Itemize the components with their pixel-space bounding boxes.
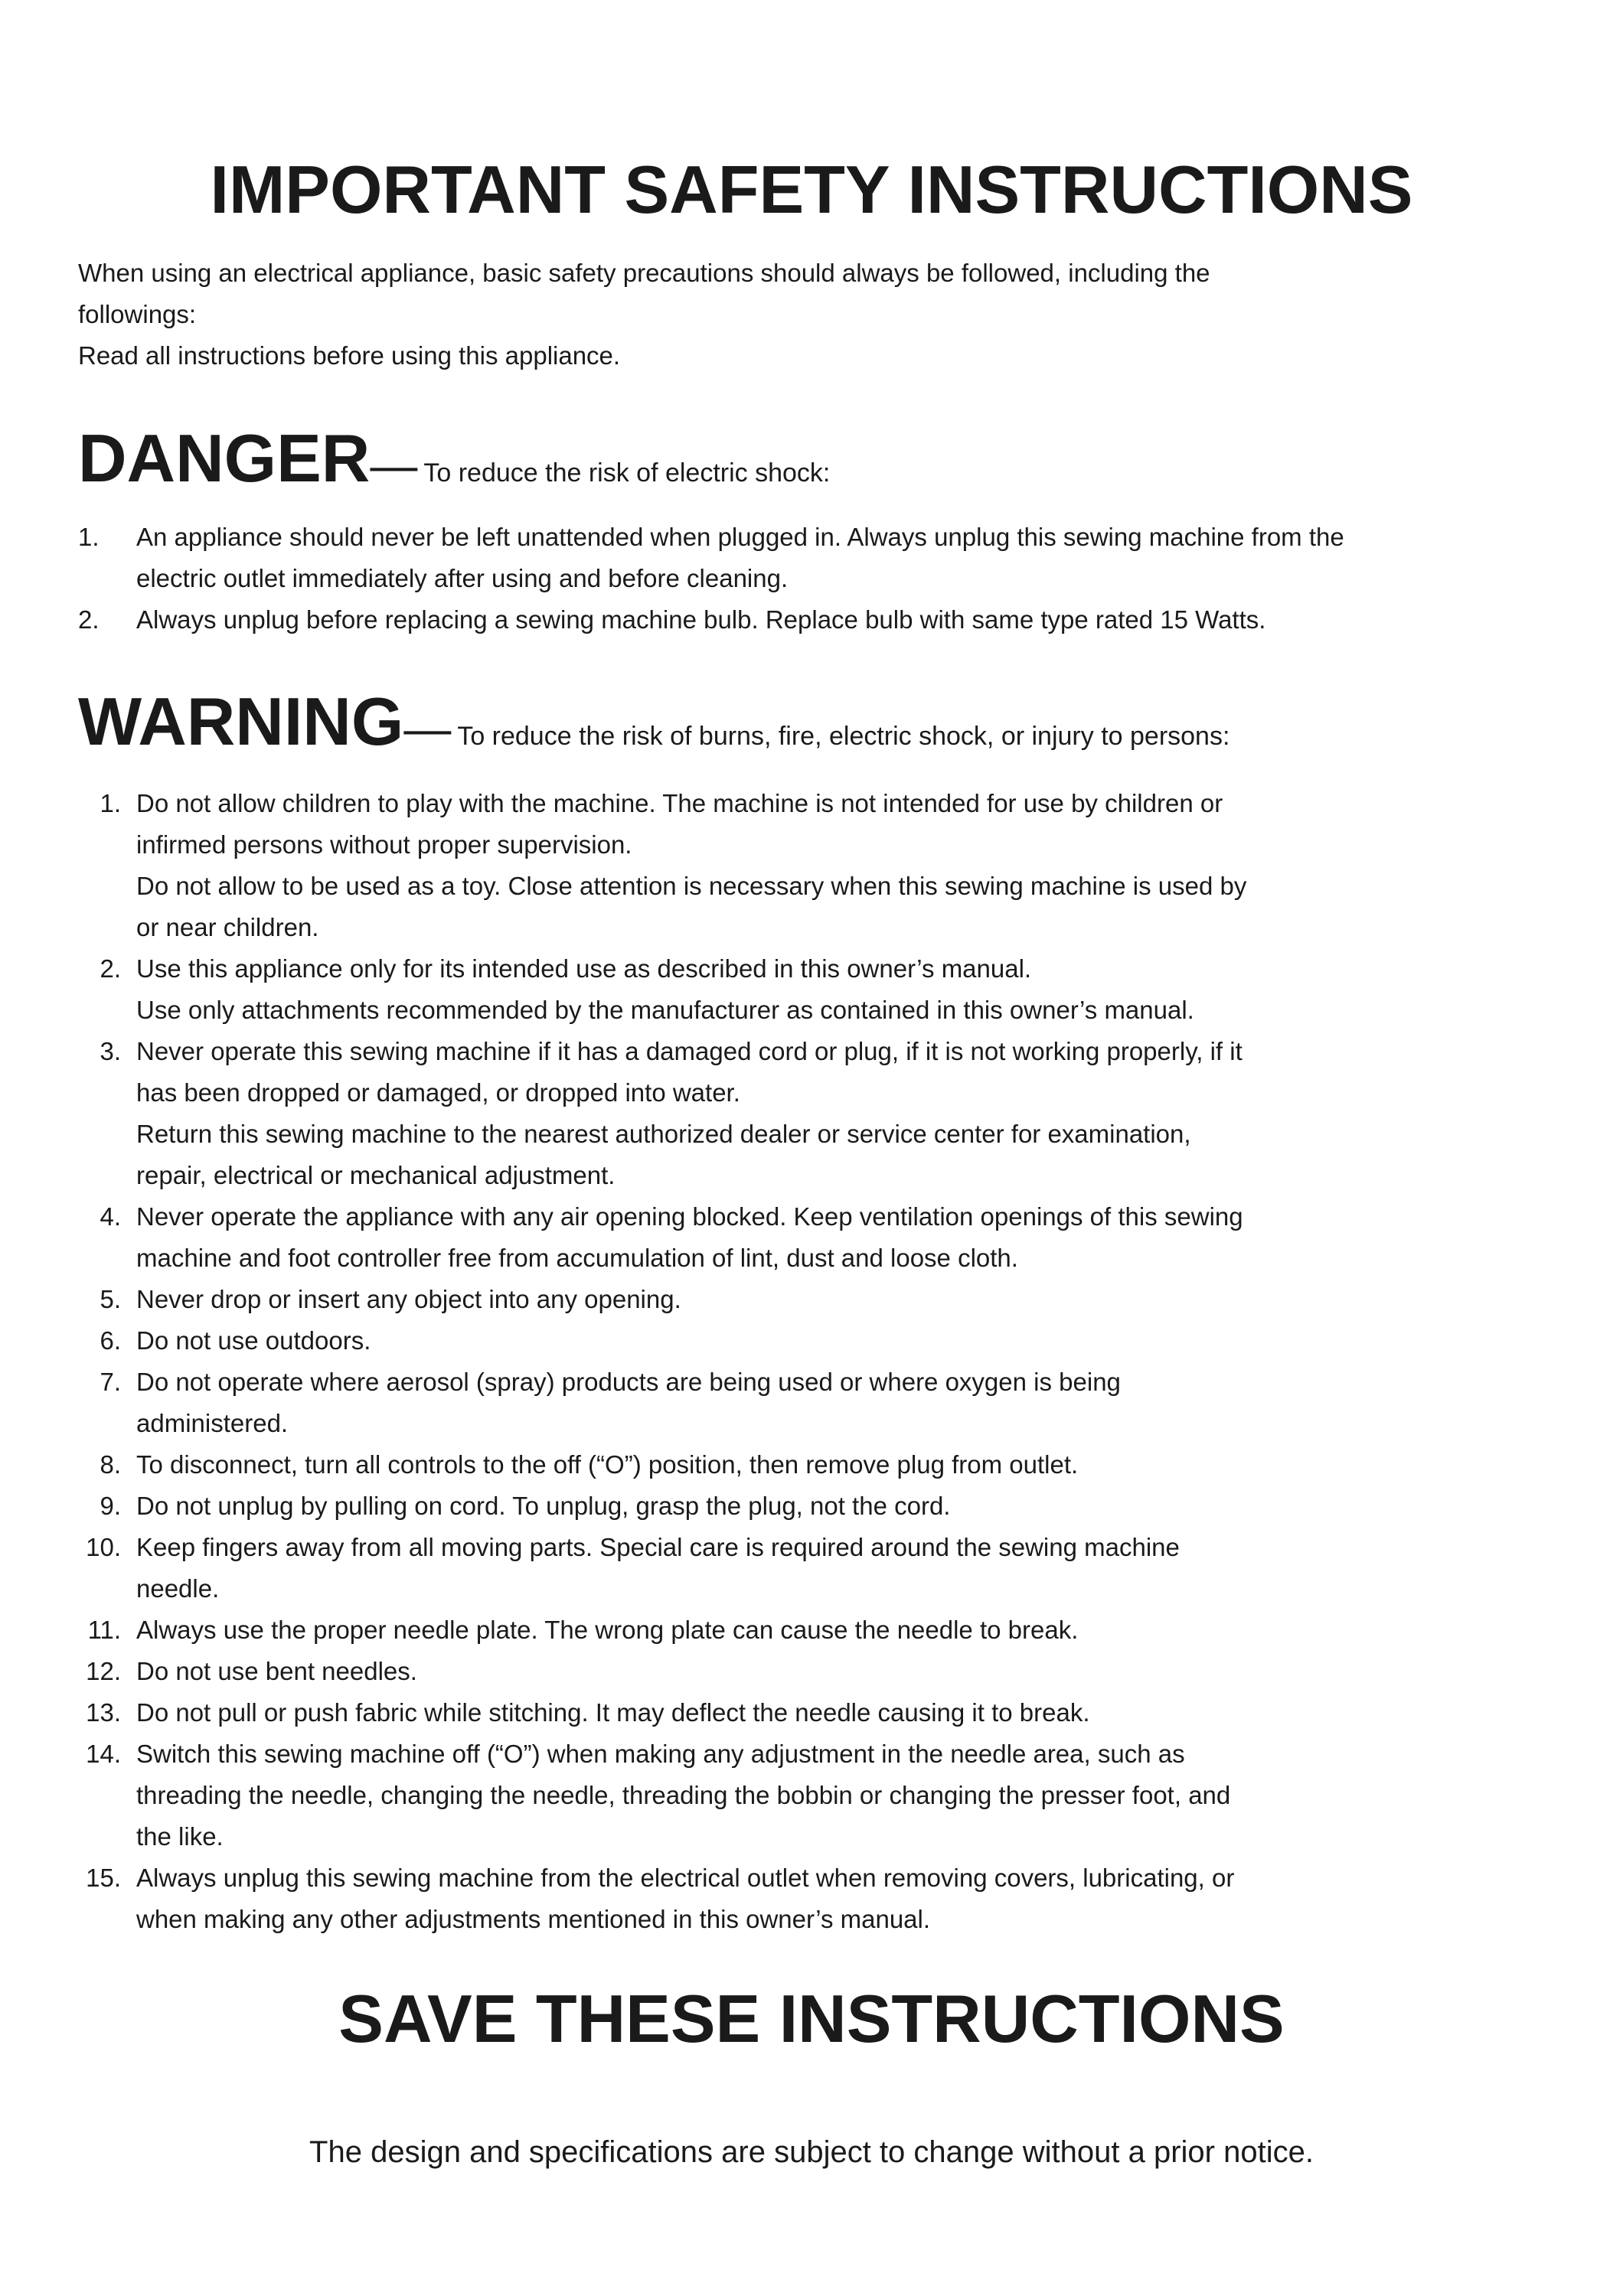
list-item-text: Always use the proper needle plate. The wrong plate can cause the needle to break. bbox=[136, 1616, 1079, 1644]
list-item bbox=[78, 783, 1517, 948]
list-item-text: An appliance should never be left unattended when plugged in. Always unplug this sewing machine from the bbox=[136, 523, 1344, 551]
list-item bbox=[78, 948, 1517, 1031]
list-item-text: Do not use outdoors. bbox=[136, 1326, 371, 1355]
list-item bbox=[78, 599, 1517, 641]
list-item bbox=[78, 1279, 1517, 1320]
list-item bbox=[78, 1733, 1517, 1857]
danger-heading bbox=[78, 419, 830, 497]
list-item-text: administered. bbox=[136, 1409, 289, 1437]
list-item bbox=[78, 1857, 1517, 1940]
save-instructions-title: SAVE THESE INSTRUCTIONS bbox=[338, 1981, 1285, 2056]
list-item bbox=[78, 1362, 1517, 1444]
list-item-number: 1. bbox=[100, 789, 121, 817]
list-item-text: Do not use bent needles. bbox=[136, 1657, 417, 1685]
page-title: IMPORTANT SAFETY INSTRUCTIONS bbox=[210, 152, 1413, 227]
list-item-text: Always unplug this sewing machine from the electrical outlet when removing covers, lubricating, or bbox=[136, 1864, 1235, 1892]
list-item bbox=[78, 1320, 1517, 1362]
list-item-text: Do not pull or push fabric while stitching. It may deflect the needle causing it to break. bbox=[136, 1698, 1090, 1727]
list-item-number: 5. bbox=[100, 1285, 121, 1313]
list-item-number: 3. bbox=[100, 1037, 121, 1065]
warning-heading bbox=[78, 683, 1229, 761]
warning-label: WARNING bbox=[78, 683, 404, 759]
list-item-number: 15. bbox=[86, 1864, 121, 1892]
list-item-number: 1. bbox=[78, 523, 100, 551]
list-item bbox=[78, 1609, 1517, 1651]
list-item-text: threading the needle, changing the needle, threading the bobbin or changing the presser foot, and bbox=[136, 1781, 1231, 1809]
list-item-text: Do not allow children to play with the machine. The machine is not intended for use by children or bbox=[136, 789, 1223, 817]
list-item-text: machine and foot controller free from accumulation of lint, dust and loose cloth. bbox=[136, 1244, 1018, 1272]
warning-dash: — bbox=[403, 703, 452, 755]
list-item bbox=[78, 1527, 1517, 1609]
list-item-number: 11. bbox=[87, 1616, 121, 1644]
list-item-number: 2. bbox=[100, 954, 121, 983]
footer-note: The design and specifications are subject to change without a prior notice. bbox=[309, 2135, 1314, 2169]
list-item-text: the like. bbox=[136, 1822, 224, 1851]
list-item-number: 12. bbox=[86, 1657, 121, 1685]
danger-dash: — bbox=[370, 439, 418, 492]
list-item-text: needle. bbox=[136, 1574, 220, 1603]
list-item bbox=[78, 1031, 1517, 1196]
list-item-text: Do not operate where aerosol (spray) products are being used or where oxygen is being bbox=[136, 1368, 1121, 1396]
list-item-number: 10. bbox=[86, 1533, 121, 1561]
intro-line: Read all instructions before using this appliance. bbox=[78, 341, 621, 370]
list-item-text: Use only attachments recommended by the manufacturer as contained in this owner’s manual. bbox=[136, 996, 1194, 1024]
list-item-number: 7. bbox=[100, 1368, 121, 1396]
list-item-text: Return this sewing machine to the nearest authorized dealer or service center for examination, bbox=[136, 1120, 1191, 1148]
list-item-text: Never drop or insert any object into any opening. bbox=[136, 1285, 681, 1313]
intro-line: followings: bbox=[78, 300, 197, 328]
list-item-text: Do not unplug by pulling on cord. To unplug, grasp the plug, not the cord. bbox=[136, 1492, 951, 1520]
list-item-text: when making any other adjustments mentioned in this owner’s manual. bbox=[136, 1905, 931, 1933]
list-item bbox=[78, 1486, 1517, 1527]
list-item bbox=[78, 1651, 1517, 1692]
list-item-text: To disconnect, turn all controls to the off (“O”) position, then remove plug from outlet. bbox=[136, 1450, 1079, 1479]
list-item-text: infirmed persons without proper supervision. bbox=[136, 830, 632, 859]
list-item-number: 8. bbox=[100, 1450, 121, 1479]
danger-subtitle: To reduce the risk of electric shock: bbox=[423, 458, 831, 488]
list-item-text: electric outlet immediately after using and before cleaning. bbox=[136, 564, 789, 592]
list-item-number: 13. bbox=[86, 1698, 121, 1727]
list-item bbox=[78, 1196, 1517, 1279]
list-item-text: Always unplug before replacing a sewing machine bulb. Replace bulb with same type rated 15 Watts. bbox=[136, 605, 1266, 634]
warning-list bbox=[78, 783, 1517, 1940]
list-item bbox=[78, 517, 1517, 599]
list-item-number: 4. bbox=[100, 1202, 121, 1231]
list-item-text: Switch this sewing machine off (“O”) when making any adjustment in the needle area, such as bbox=[136, 1740, 1185, 1768]
danger-list bbox=[78, 517, 1517, 641]
list-item-number: 14. bbox=[86, 1740, 121, 1768]
list-item-number: 2. bbox=[78, 605, 100, 634]
danger-label: DANGER bbox=[78, 420, 371, 496]
list-item-number: 9. bbox=[100, 1492, 121, 1520]
intro-line: When using an electrical appliance, basic safety precautions should always be followed, including the bbox=[78, 259, 1210, 287]
list-item-text: Do not allow to be used as a toy. Close attention is necessary when this sewing machine is used by bbox=[136, 872, 1247, 900]
list-item bbox=[78, 1692, 1517, 1733]
list-item bbox=[78, 1444, 1517, 1486]
list-item-text: has been dropped or damaged, or dropped into water. bbox=[136, 1078, 740, 1107]
list-item-text: Never operate this sewing machine if it has a damaged cord or plug, if it is not working properly, if it bbox=[136, 1037, 1243, 1065]
list-item-text: repair, electrical or mechanical adjustment. bbox=[136, 1161, 616, 1189]
warning-subtitle: To reduce the risk of burns, fire, electric shock, or injury to persons: bbox=[457, 722, 1230, 751]
list-item-text: Keep fingers away from all moving parts. Special care is required around the sewing machine bbox=[136, 1533, 1180, 1561]
list-item-text: Never operate the appliance with any air opening blocked. Keep ventilation openings of this sewing bbox=[136, 1202, 1243, 1231]
list-item-text: or near children. bbox=[136, 913, 319, 941]
list-item-number: 6. bbox=[100, 1326, 121, 1355]
list-item-text: Use this appliance only for its intended use as described in this owner’s manual. bbox=[136, 954, 1032, 983]
intro-paragraph bbox=[78, 253, 1334, 377]
